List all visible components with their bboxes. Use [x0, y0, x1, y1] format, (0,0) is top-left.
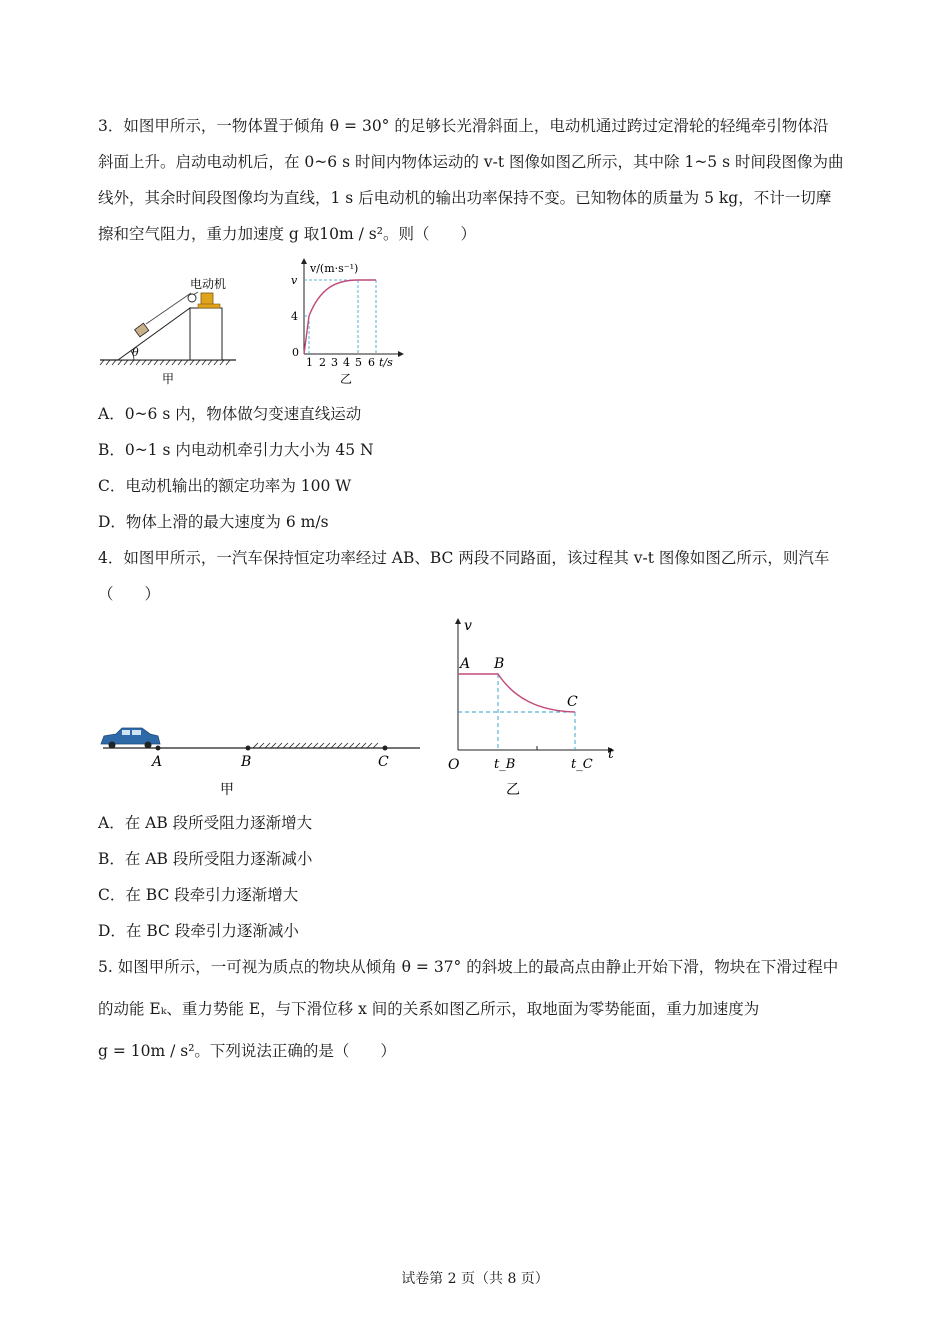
q5-line-2: 的动能 Eₖ、重力势能 E，与下滑位移 x 间的关系如图乙所示，取地面为零势能面，重力加速度为	[98, 1000, 760, 1018]
xtick-6: 6	[368, 356, 375, 369]
origin-4: O	[448, 757, 460, 773]
origin-label: 0	[292, 346, 299, 359]
caption-yi-4: 乙	[506, 782, 520, 798]
q3-line-3: 线外，其余时间段图像均为直线，1 s 后电动机的输出功率保持不变。已知物体的质量为 5 kg，不计一切摩	[98, 189, 832, 207]
q4-option-a[interactable]: A．在 AB 段所受阻力逐渐增大	[98, 814, 313, 832]
xlabel: t/s	[379, 356, 393, 369]
caption-jia: 甲	[162, 372, 175, 386]
xlabel-4: t	[608, 746, 614, 762]
graph-point-b: B	[494, 656, 505, 672]
q4-figure-jia	[98, 720, 428, 800]
page-footer: 试卷第 2 页（共 8 页）	[401, 1271, 549, 1287]
q3-line-1: 3．如图甲所示，一物体置于倾角 θ = 30° 的足够长光滑斜面上，电动机通过跨过定滑轮的轻绳牵引物体沿	[98, 117, 829, 135]
xtick-3: 3	[331, 356, 338, 369]
ytick-v: v	[291, 274, 298, 287]
q4-option-c[interactable]: C．在 BC 段牵引力逐渐增大	[98, 886, 299, 904]
q5-line-3: g = 10m / s²。下列说法正确的是（ ）	[98, 1042, 396, 1060]
q4-option-b[interactable]: B．在 AB 段所受阻力逐渐减小	[98, 850, 313, 868]
xtick-4: 4	[343, 356, 350, 369]
q3-option-c[interactable]: C．电动机输出的额定功率为 100 W	[98, 477, 352, 495]
xtick-5: 5	[355, 356, 362, 369]
point-c: C	[378, 754, 389, 770]
ytick-4: 4	[291, 310, 298, 323]
graph-point-a: A	[460, 656, 471, 672]
q3-option-b[interactable]: B．0~1 s 内电动机牵引力大小为 45 N	[98, 441, 374, 459]
point-a: A	[152, 754, 163, 770]
q4-figure-yi	[440, 612, 620, 802]
ylabel: v/(m·s⁻¹)	[310, 262, 359, 275]
q3-figure-jia	[98, 268, 248, 388]
q3-option-a[interactable]: A．0~6 s 内，物体做匀变速直线运动	[98, 405, 362, 423]
ylabel-4: v	[464, 618, 472, 634]
q5-line-1: 5. 如图甲所示，一可视为质点的物块从倾角 θ = 37° 的斜坡上的最高点由静止开始下滑，物块在下滑过程中	[98, 958, 839, 976]
q4-option-d[interactable]: D．在 BC 段牵引力逐渐减小	[98, 922, 299, 940]
q3-option-d[interactable]: D．物体上滑的最大速度为 6 m/s	[98, 513, 329, 531]
motor-label: 电动机	[190, 277, 227, 291]
xtick-2: 2	[319, 356, 326, 369]
car-icon	[101, 728, 160, 749]
xtick-tc: t_C	[571, 757, 593, 772]
graph-point-c: C	[567, 694, 578, 710]
xtick-1: 1	[306, 356, 313, 369]
q3-line-4: 擦和空气阻力，重力加速度 g 取10m / s²。则（ ）	[98, 225, 476, 243]
point-b: B	[241, 754, 252, 770]
caption-jia-4: 甲	[220, 782, 234, 798]
q4-line-2: （ ）	[98, 585, 161, 603]
q3-line-2: 斜面上升。启动电动机后，在 0~6 s 时间内物体运动的 v-t 图像如图乙所示，其中除 1~5 s 时间段图像为曲	[98, 153, 844, 171]
q3-figure-yi	[280, 258, 410, 388]
angle-label: θ	[132, 346, 139, 359]
caption-yi: 乙	[340, 372, 353, 386]
q4-line-1: 4．如图甲所示，一汽车保持恒定功率经过 AB、BC 两段不同路面，该过程其 v-t 图像如图乙所示，则汽车	[98, 549, 830, 567]
xtick-tb: t_B	[494, 757, 516, 772]
